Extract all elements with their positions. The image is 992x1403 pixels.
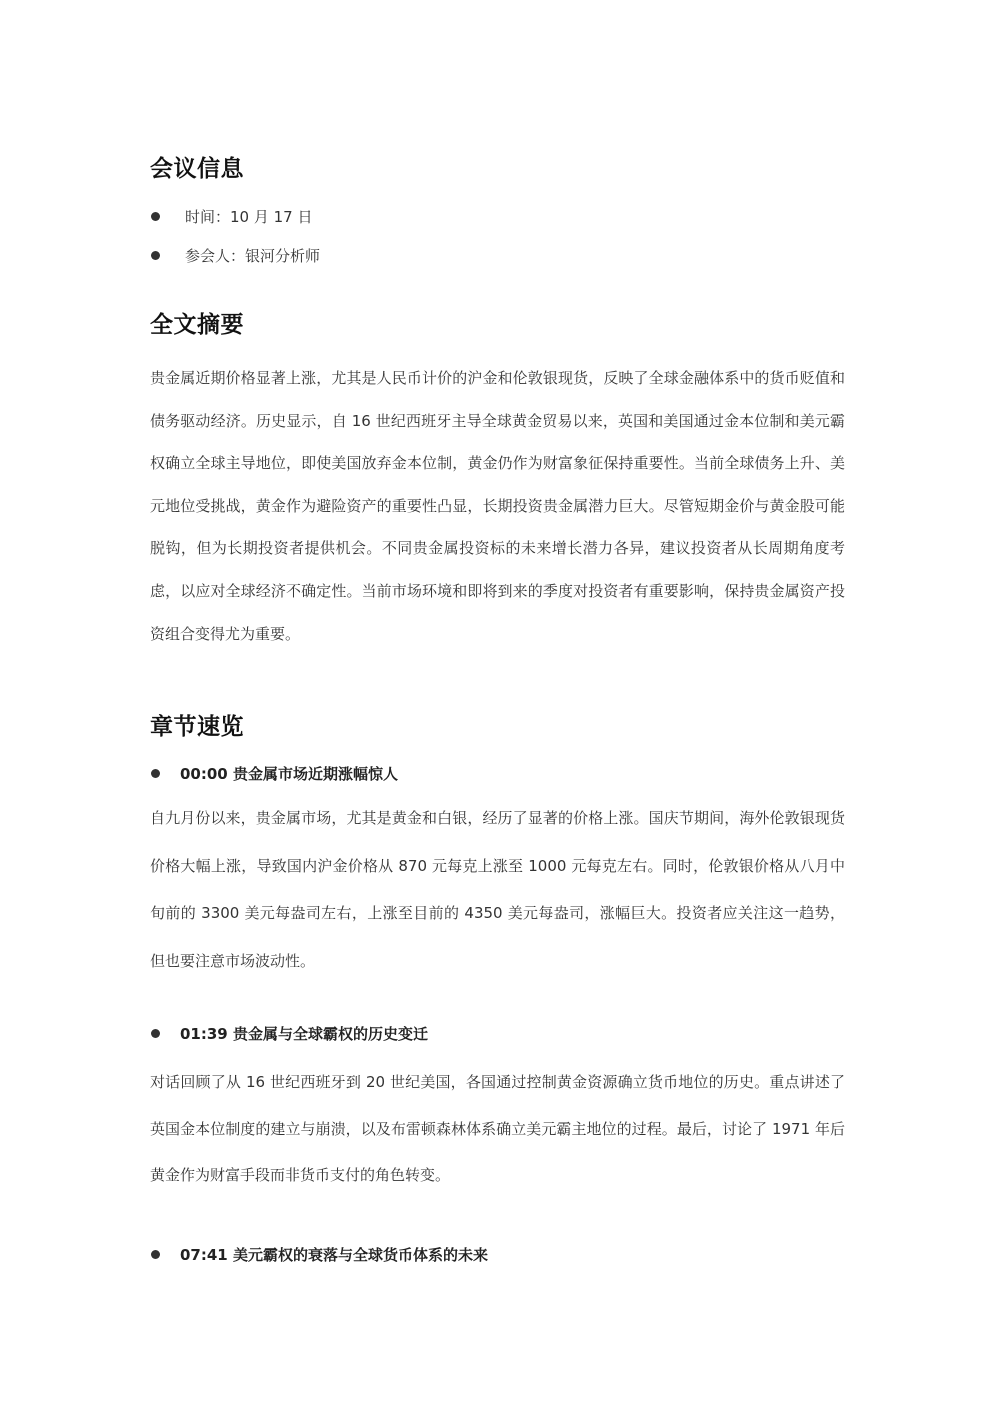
meeting-info-heading: 会议信息 <box>150 156 244 182</box>
chapter-text: 对话回顾了从 16 世纪西班牙到 20 世纪美国，各国通过控制黄金资源确立货币地位的历史。重点讲述了英国金本位制度的建立与崩溃，以及布雷顿森林体系确立美元霸主地位的过程。最后，讨论了 1971 年后黄金作为财富手段而非货币支付的角色转变。 <box>150 1073 845 1184</box>
meeting-participants-item <box>150 243 320 267</box>
chapter-title: 07:41 美元霸权的衰落与全球货币体系的未来 <box>180 1245 488 1264</box>
chapter-title: 00:00 贵金属市场近期涨幅惊人 <box>180 764 398 783</box>
chapter-text: 自九月份以来，贵金属市场，尤其是黄金和白银，经历了显著的价格上涨。国庆节期间，海外伦敦银现货价格大幅上涨，导致国内沪金价格从 870 元每克上涨至 1000 元每克左右。同时，伦敦银价格从八月中旬前的 3300 美元每盎司左右，上涨至目前的 4350 美元每盎司，涨幅巨大。投资者应关注这一趋势，但也要注意市场波动性。 <box>150 809 845 970</box>
chapter-item <box>150 761 398 785</box>
bullet-dot <box>151 769 160 778</box>
summary-heading: 全文摘要 <box>150 312 244 338</box>
chapters-heading: 章节速览 <box>150 714 244 740</box>
chapter-item <box>150 1021 428 1045</box>
meeting-time-item <box>150 204 312 228</box>
bullet-dot <box>151 1029 160 1038</box>
chapter-item <box>150 1242 488 1266</box>
meeting-participants: 参会人：银河分析师 <box>185 246 321 265</box>
chapter-title: 01:39 贵金属与全球霸权的历史变迁 <box>180 1024 428 1043</box>
bullet-dot <box>151 212 160 221</box>
meeting-time: 时间：10 月 17 日 <box>185 207 313 226</box>
bullet-dot <box>151 1250 160 1259</box>
summary-text: 贵金属近期价格显著上涨，尤其是人民币计价的沪金和伦敦银现货，反映了全球金融体系中的货币贬值和债务驱动经济。历史显示，自 16 世纪西班牙主导全球黄金贸易以来，英国和美国通过金本位制和美元霸权确立全球主导地位，即使美国放弃金本位制，黄金仍作为财富象征保持重要性。当前全球债务上升、美元地位受挑战，黄金作为避险资产的重要性凸显，长期投资贵金属潜力巨大。尽管短期金价与黄金股可能脱钩，但为长期投资者提供机会。不同贵金属投资标的未来增长潜力各异，建议投资者从长周期角度考虑，以应对全球经济不确定性。当前市场环境和即将到来的季度对投资者有重要影响，保持贵金属资产投资组合变得尤为重要。 <box>150 369 845 643</box>
bullet-dot <box>151 251 160 260</box>
